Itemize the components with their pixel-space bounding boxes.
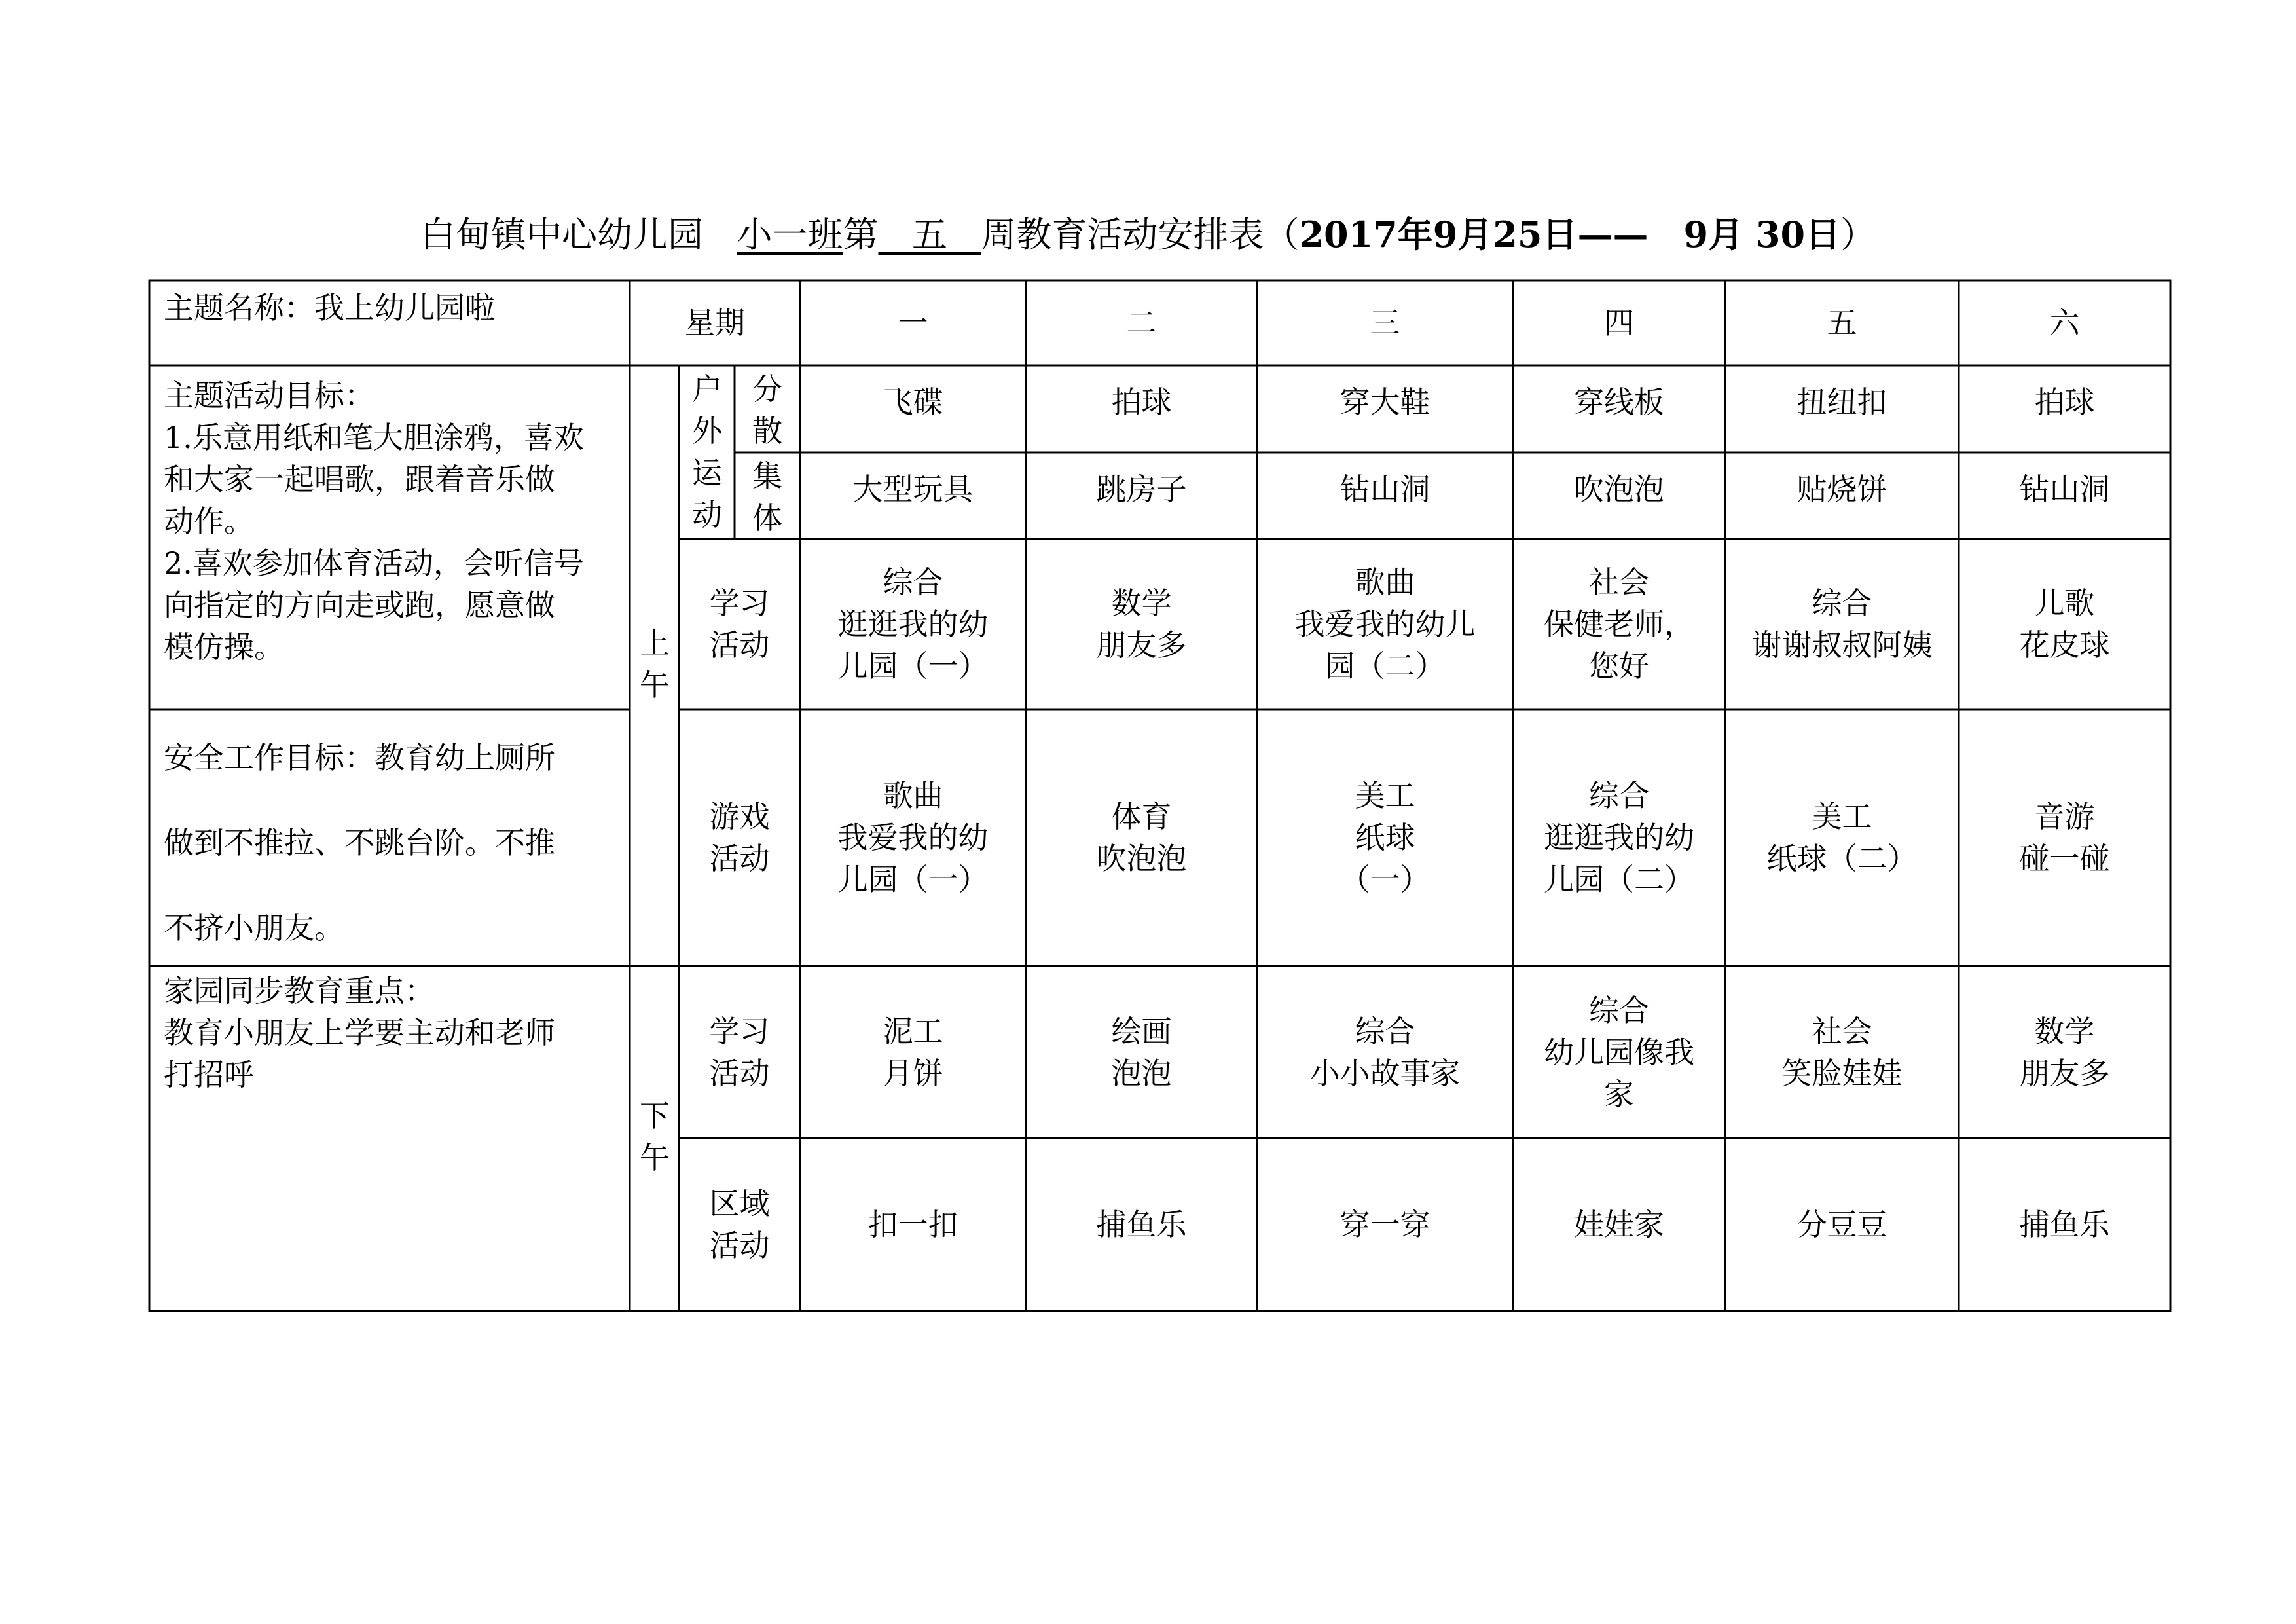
period-morning: 上 午 xyxy=(640,625,670,703)
activity-cell-collective xyxy=(1513,452,1725,539)
goals-line: 动作。 xyxy=(164,504,254,539)
title-close: ） xyxy=(1840,214,1876,255)
activity-cell-game xyxy=(800,709,1026,966)
goals-line: 2.喜欢参加体育活动，会听信号 xyxy=(164,545,584,581)
activity-text: 碰一碰 xyxy=(2019,841,2110,876)
activity-text: 儿园（一） xyxy=(837,862,989,897)
activity-text: 社会 xyxy=(1812,1013,1872,1049)
activity-cell-game xyxy=(1026,709,1257,966)
category-study-pm: 学习 活动 xyxy=(709,1013,770,1091)
activity-text: 捕鱼乐 xyxy=(2019,1207,2110,1242)
theme-name-cell xyxy=(151,282,630,365)
activity-text: 扭纽扣 xyxy=(1796,384,1887,420)
activity-cell-study xyxy=(1725,539,1959,709)
activity-text: 儿歌 xyxy=(2034,585,2095,621)
activity-text: 儿园（二） xyxy=(1544,862,1694,897)
activity-text: 保健老师， xyxy=(1544,606,1694,642)
activity-cell-study-pm xyxy=(1725,966,1959,1138)
activity-text: 体育 xyxy=(1111,799,1172,834)
activity-cell-area xyxy=(1959,1138,2170,1311)
activity-text: 钻山洞 xyxy=(2019,471,2110,507)
activity-cell-collective xyxy=(1026,452,1257,539)
category-area: 区域 活动 xyxy=(709,1186,770,1263)
activity-text: 综合 xyxy=(1589,778,1649,813)
activity-text: 儿园（一） xyxy=(837,648,989,684)
goals-cell xyxy=(151,367,630,709)
theme-name: 主题名称：我上幼儿园啦 xyxy=(164,290,495,325)
activity-cell-game xyxy=(1725,709,1959,966)
activity-text: 泡泡 xyxy=(1111,1055,1172,1091)
day-header: 一 xyxy=(898,305,928,341)
activity-text: 扣一扣 xyxy=(867,1207,958,1242)
activity-text: 歌曲 xyxy=(883,778,943,813)
activity-text: 穿大鞋 xyxy=(1339,384,1430,420)
activity-cell-study xyxy=(1959,539,2170,709)
safety-line: 做到不推拉、不跳台阶。不推 xyxy=(164,825,555,860)
activity-cell-area xyxy=(1513,1138,1725,1311)
day-header: 五 xyxy=(1827,305,1857,341)
activity-cell-area xyxy=(1725,1138,1959,1311)
activity-text: 穿线板 xyxy=(1574,384,1664,420)
category-study: 学习 活动 xyxy=(709,585,770,663)
title-date-range: 2017年9月25日—— 9月 30日 xyxy=(1299,213,1841,255)
activity-cell-collective xyxy=(1257,452,1513,539)
activity-cell-area xyxy=(1257,1138,1513,1311)
activity-text: 吹泡泡 xyxy=(1096,841,1187,876)
activity-cell-game xyxy=(1513,709,1725,966)
activity-cell-study xyxy=(1026,539,1257,709)
activity-cell-study-pm xyxy=(1959,966,2170,1138)
activity-text: 家 xyxy=(1604,1076,1634,1112)
activity-text: 您好 xyxy=(1589,648,1649,684)
activity-cell-study-pm xyxy=(800,966,1026,1138)
activity-text: 逛逛我的幼 xyxy=(1544,820,1694,855)
activity-text: 拍球 xyxy=(2034,384,2095,420)
activity-cell-collective xyxy=(1959,452,2170,539)
activity-cell-study-pm xyxy=(1026,966,1257,1138)
activity-text: 我爱我的幼儿 xyxy=(1294,606,1476,642)
activity-text: 绘画 xyxy=(1111,1013,1172,1049)
goals-line: 1.乐意用纸和笔大胆涂鸦，喜欢 xyxy=(164,420,584,455)
activity-text: 美工 xyxy=(1812,799,1872,834)
goals-line: 向指定的方向走或跑，愿意做 xyxy=(164,587,555,623)
activity-text: 泥工 xyxy=(883,1013,943,1049)
activity-cell-scattered xyxy=(800,365,1026,452)
activity-text: 美工 xyxy=(1355,778,1415,813)
weekday-header: 星期 xyxy=(685,305,745,341)
activity-text: 贴烧饼 xyxy=(1796,471,1887,507)
goals-line: 模仿操。 xyxy=(164,629,284,665)
activity-cell-scattered xyxy=(1513,365,1725,452)
activity-cell-game xyxy=(1257,709,1513,966)
activity-text: 钻山洞 xyxy=(1339,471,1430,507)
goals-title: 主题活动目标： xyxy=(164,378,374,413)
activity-text: 综合 xyxy=(883,564,943,600)
period-afternoon: 下 午 xyxy=(640,1098,670,1175)
title-prefix: 白甸镇中心幼儿园 xyxy=(420,214,703,255)
activity-cell-study xyxy=(1513,539,1725,709)
activity-cell-study-pm xyxy=(1513,966,1725,1138)
activity-text: 月饼 xyxy=(883,1055,943,1091)
activity-text: 娃娃家 xyxy=(1574,1207,1664,1242)
activity-text: 数学 xyxy=(2034,1013,2095,1049)
activity-text: 数学 xyxy=(1111,585,1172,621)
day-header: 二 xyxy=(1126,305,1157,341)
activity-text: 歌曲 xyxy=(1355,564,1415,600)
activity-text: 拍球 xyxy=(1111,384,1172,420)
title-week-label-a: 第 xyxy=(843,214,879,255)
activity-text: 花皮球 xyxy=(2019,627,2110,663)
day-header: 四 xyxy=(1604,305,1634,341)
activity-text: （一） xyxy=(1339,862,1430,897)
activity-text: 朋友多 xyxy=(2019,1055,2110,1091)
activity-cell-scattered xyxy=(1725,365,1959,452)
activity-text: 分豆豆 xyxy=(1796,1207,1887,1242)
activity-cell-game xyxy=(1959,709,2170,966)
activity-text: 跳房子 xyxy=(1096,471,1187,507)
safety-cell xyxy=(151,710,630,966)
activity-cell-study xyxy=(1257,539,1513,709)
home-cell xyxy=(151,967,630,1311)
safety-line: 安全工作目标：教育幼上厕所 xyxy=(164,740,555,775)
home-line: 教育小朋友上学要主动和老师 xyxy=(164,1015,555,1050)
activity-cell-study-pm xyxy=(1257,966,1513,1138)
activity-text: 综合 xyxy=(1355,1013,1415,1049)
category-game: 游戏 活动 xyxy=(709,799,770,876)
category-collective: 集 体 xyxy=(752,458,782,536)
title-class-name: 小一班 xyxy=(737,214,843,255)
activity-text: 笑脸娃娃 xyxy=(1781,1055,1903,1091)
safety-line: 不挤小朋友。 xyxy=(164,910,344,946)
category-scattered: 分 散 xyxy=(752,371,782,449)
goals-line: 和大家一起唱歌，跟着音乐做 xyxy=(164,462,555,497)
activity-text: 社会 xyxy=(1589,564,1649,600)
activity-text: 飞碟 xyxy=(883,384,943,420)
day-header: 六 xyxy=(2049,305,2080,341)
activity-text: 朋友多 xyxy=(1096,627,1187,663)
activity-text: 我爱我的幼 xyxy=(837,820,989,855)
activity-cell-scattered xyxy=(1026,365,1257,452)
title-week-number: 五 xyxy=(911,214,947,255)
activity-text: 纸球 xyxy=(1355,820,1415,855)
home-line: 打招呼 xyxy=(164,1057,254,1092)
activity-text: 综合 xyxy=(1589,992,1649,1028)
activity-text: 大型玩具 xyxy=(852,471,974,507)
activity-cell-study xyxy=(800,539,1026,709)
activity-cell-area xyxy=(800,1138,1026,1311)
activity-cell-scattered xyxy=(1257,365,1513,452)
activity-text: 吹泡泡 xyxy=(1574,471,1664,507)
activity-cell-collective xyxy=(800,452,1026,539)
category-outdoor: 户 外 运 动 xyxy=(692,371,722,532)
activity-text: 穿一穿 xyxy=(1339,1207,1430,1242)
activity-text: 音游 xyxy=(2034,799,2095,834)
activity-text: 综合 xyxy=(1812,585,1872,621)
activity-cell-collective xyxy=(1725,452,1959,539)
activity-text: 园（二） xyxy=(1324,648,1446,684)
day-header: 三 xyxy=(1370,305,1400,341)
activity-cell-area xyxy=(1026,1138,1257,1311)
activity-text: 纸球（二） xyxy=(1766,841,1918,876)
title-week-label-b: 周教育活动安排表（ xyxy=(981,214,1300,255)
activity-text: 小小故事家 xyxy=(1309,1055,1461,1091)
activity-text: 谢谢叔叔阿姨 xyxy=(1751,627,1933,663)
activity-text: 逛逛我的幼 xyxy=(837,606,989,642)
activity-text: 幼儿园像我 xyxy=(1544,1034,1694,1070)
home-title: 家园同步教育重点： xyxy=(164,973,435,1008)
activity-cell-scattered xyxy=(1959,365,2170,452)
activity-text: 捕鱼乐 xyxy=(1096,1207,1187,1242)
